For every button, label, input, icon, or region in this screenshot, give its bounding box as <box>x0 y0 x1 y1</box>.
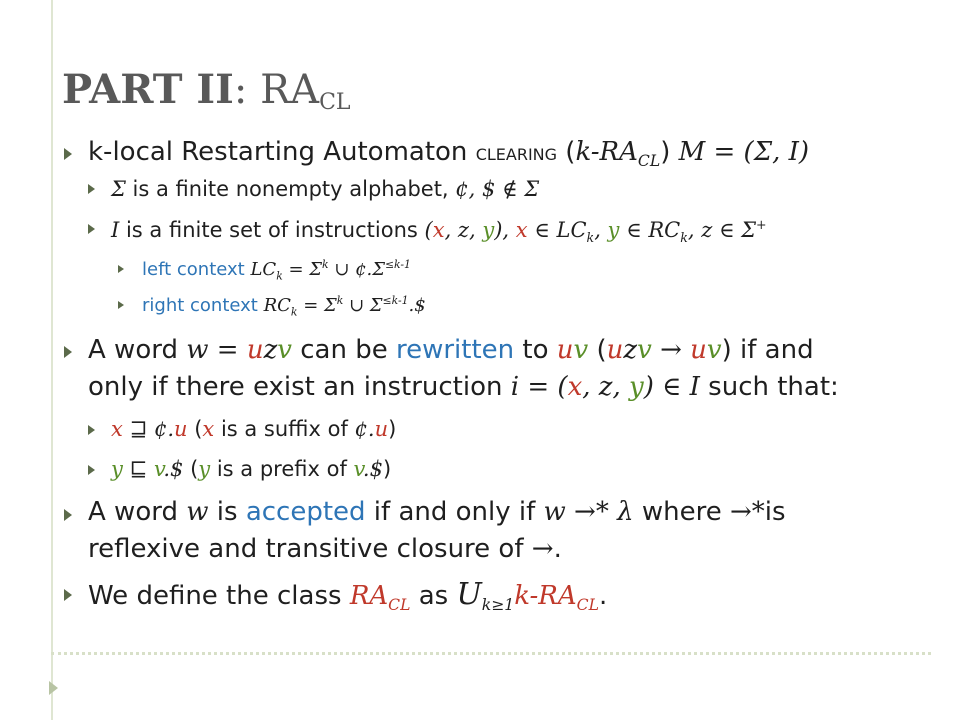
b2-u1: u <box>246 335 264 365</box>
b1c-text: left context <box>142 259 251 280</box>
b1c-lc: LC <box>250 259 277 280</box>
title-ra-sub: CL <box>319 90 351 115</box>
b2-u3: u <box>606 335 624 365</box>
b2-arr: → <box>651 335 691 365</box>
title-bold: PART II <box>62 66 234 113</box>
sub-bullet-arrow-icon <box>88 224 95 234</box>
b3-t2: is <box>208 497 246 527</box>
b4-kra: k-RA <box>514 581 577 611</box>
b1c-sk: k <box>322 258 329 271</box>
b2a-u: u <box>174 417 188 441</box>
b1-m: M = (Σ, I) <box>678 137 810 167</box>
b3l2-arr: → <box>531 534 554 564</box>
bullet-prefix <box>111 457 391 481</box>
b2b-d2: .$ <box>362 457 383 481</box>
bullet-right-context <box>142 294 426 319</box>
b2-po: ( <box>588 335 607 365</box>
b2-rewritten: rewritten <box>395 335 515 365</box>
b2-t1: A word <box>88 335 187 365</box>
b2l2-t2: such that: <box>699 372 839 402</box>
title-colon: : <box>233 67 248 113</box>
b3-t3: if and only if <box>365 497 544 527</box>
bullet-arrow-icon <box>64 148 72 160</box>
b4-t1: We define the class <box>88 581 350 611</box>
b1c-rest: ∪ ¢.Σ <box>328 259 385 280</box>
b1a-text: is a finite nonempty alphabet, <box>125 177 456 201</box>
b1b-k2: k <box>680 230 688 246</box>
left-accent-line <box>51 0 53 720</box>
slide-title <box>62 66 351 115</box>
bullet-accepted-line2 <box>88 534 562 564</box>
b2-pc: ) <box>721 335 741 365</box>
b2a-op: ⊒ <box>122 417 154 441</box>
footer-arrow-icon <box>49 681 58 695</box>
b2-t4: if and <box>740 335 814 365</box>
b2l2-c2: , <box>612 372 629 402</box>
b2b-v2: v <box>353 457 363 481</box>
b2l2-t1: only if there exist an instruction <box>88 372 511 402</box>
b1d-rc: RC <box>263 295 291 316</box>
b1-po: ( <box>557 137 576 167</box>
bullet-arrow-icon <box>64 589 72 601</box>
bullet-left-context <box>142 258 411 283</box>
b1b-in2: ∈ RC <box>619 218 681 242</box>
b1b-in3: ∈ Σ <box>712 218 757 242</box>
b2a-po: ( <box>187 417 203 441</box>
b4-cl2: CL <box>576 596 599 615</box>
b2l2-x: x <box>567 372 583 402</box>
b2l2-c1: , <box>582 372 599 402</box>
b2-t2: can be <box>291 335 396 365</box>
b2b-y2: y <box>198 457 211 481</box>
bullet-rewriting <box>88 335 814 365</box>
bullet-class-definition <box>88 577 607 614</box>
b1c-sup: ≤k-1 <box>384 258 411 271</box>
b2-z1: z <box>263 335 278 365</box>
b2a-x2: x <box>202 417 215 441</box>
b2-t3: to <box>514 335 557 365</box>
b2b-po: ( <box>183 457 199 481</box>
b1b-i: I <box>111 218 120 242</box>
b1d-rest: ∪ Σ <box>343 295 383 316</box>
b2-w: w <box>186 335 209 365</box>
b2l2-pc: ) ∈ <box>643 372 690 402</box>
b1b-in1: ∈ LC <box>527 218 587 242</box>
b1d-end: .$ <box>408 295 426 316</box>
b2b-op: ⊑ <box>122 457 154 481</box>
bullet-instructions <box>111 217 767 245</box>
b2l2-z: z <box>598 372 613 402</box>
b1b-po: ( <box>424 218 433 242</box>
b1d-k: k <box>290 305 298 319</box>
b1d-sup: ≤k-1 <box>382 294 409 307</box>
b3-w2: w <box>543 497 566 527</box>
b1b-x: x <box>432 218 445 242</box>
bullet-alphabet <box>111 177 539 201</box>
b4-dot: . <box>598 581 608 611</box>
b2a-pc: ) <box>388 417 397 441</box>
b1b-c2: , <box>469 218 483 242</box>
b2l2-i: i <box>510 372 520 402</box>
b1b-c1: , <box>444 218 458 242</box>
b2b-pc: ) <box>382 457 392 481</box>
b3l2-t1: reflexive and transitive closure of <box>88 534 532 564</box>
b1b-pc: ), <box>494 218 516 242</box>
b1b-k1: k <box>586 230 595 246</box>
b3l2-t2: . <box>553 534 562 564</box>
b2-eq: = <box>208 335 247 365</box>
b4-ra: RA <box>349 581 389 611</box>
b2-v3: v <box>637 335 652 365</box>
b1b-y2: y <box>607 218 620 242</box>
b2-v2: v <box>573 335 589 365</box>
b3-t4: where <box>633 497 730 527</box>
b2-u2: u <box>556 335 574 365</box>
b3-t5: is <box>764 497 786 527</box>
b2-v1: v <box>277 335 292 365</box>
sub-bullet-arrow-icon <box>88 184 95 194</box>
b1-clearing: CLEARING <box>475 145 558 164</box>
b1-text: k-local Restarting Automaton <box>88 137 476 167</box>
b1d-eq: = Σ <box>297 295 337 316</box>
b2b-t: is a prefix of <box>210 457 354 481</box>
bullet-accepted <box>88 497 786 527</box>
b3-w: w <box>186 497 209 527</box>
b1a-sym: ¢, $ ∉ Σ <box>455 177 540 201</box>
b1-kra: k-RA <box>575 137 638 167</box>
b1b-z2: z <box>701 218 713 242</box>
b3-arr: →* λ <box>565 497 634 527</box>
bullet-suffix <box>111 417 396 441</box>
b2l2-y: y <box>629 372 644 402</box>
b1d-sk: k <box>336 294 344 307</box>
b3-t1: A word <box>88 497 187 527</box>
sub-sub-bullet-arrow-icon <box>118 301 124 309</box>
bullet-rewriting-line2 <box>88 372 839 402</box>
sub-bullet-arrow-icon <box>88 465 95 475</box>
bullet-arrow-icon <box>64 509 72 521</box>
bullet-arrow-icon <box>64 346 72 358</box>
b1a-sigma: Σ <box>111 177 126 201</box>
footer-dotted-divider <box>51 652 931 655</box>
b2a-u2: u <box>374 417 389 441</box>
b1b-y: y <box>482 218 495 242</box>
b4-cl: CL <box>388 596 411 615</box>
b1-cl: CL <box>637 152 661 171</box>
b2b-d: .$ <box>163 457 184 481</box>
title-ra: RA <box>260 67 320 113</box>
b1b-x2: x <box>515 218 528 242</box>
b1d-text: right context <box>142 295 264 316</box>
sub-sub-bullet-arrow-icon <box>118 265 124 273</box>
b2a-x: x <box>111 417 123 441</box>
b2l2-I: I <box>689 372 700 402</box>
b4-u: U <box>456 577 482 612</box>
b2-v4: v <box>706 335 722 365</box>
bullet-definition <box>88 137 809 170</box>
b2a-t: is a suffix of <box>214 417 355 441</box>
sub-bullet-arrow-icon <box>88 425 95 435</box>
b2b-v: v <box>154 457 164 481</box>
b3-accepted: accepted <box>245 497 366 527</box>
b2l2-eq: = ( <box>519 372 568 402</box>
b1b-plus: + <box>756 217 767 232</box>
b4-ksub: k≥1 <box>481 596 515 615</box>
b1b-c4: , <box>687 218 702 242</box>
b2a-c: ¢. <box>153 417 175 441</box>
b3-arr2: →* <box>729 497 765 527</box>
b1c-k: k <box>276 269 283 283</box>
b1b-text: is a finite set of instructions <box>119 218 425 242</box>
b4-t2: as <box>410 581 457 611</box>
b2a-c2: ¢. <box>354 417 375 441</box>
b2-u4: u <box>690 335 707 365</box>
b1b-c3: , <box>594 218 608 242</box>
b1c-eq: = Σ <box>282 259 322 280</box>
b1-pc: ) <box>660 137 679 167</box>
b1b-z: z <box>457 218 469 242</box>
b2-z3: z <box>623 335 638 365</box>
b2b-y: y <box>111 457 123 481</box>
